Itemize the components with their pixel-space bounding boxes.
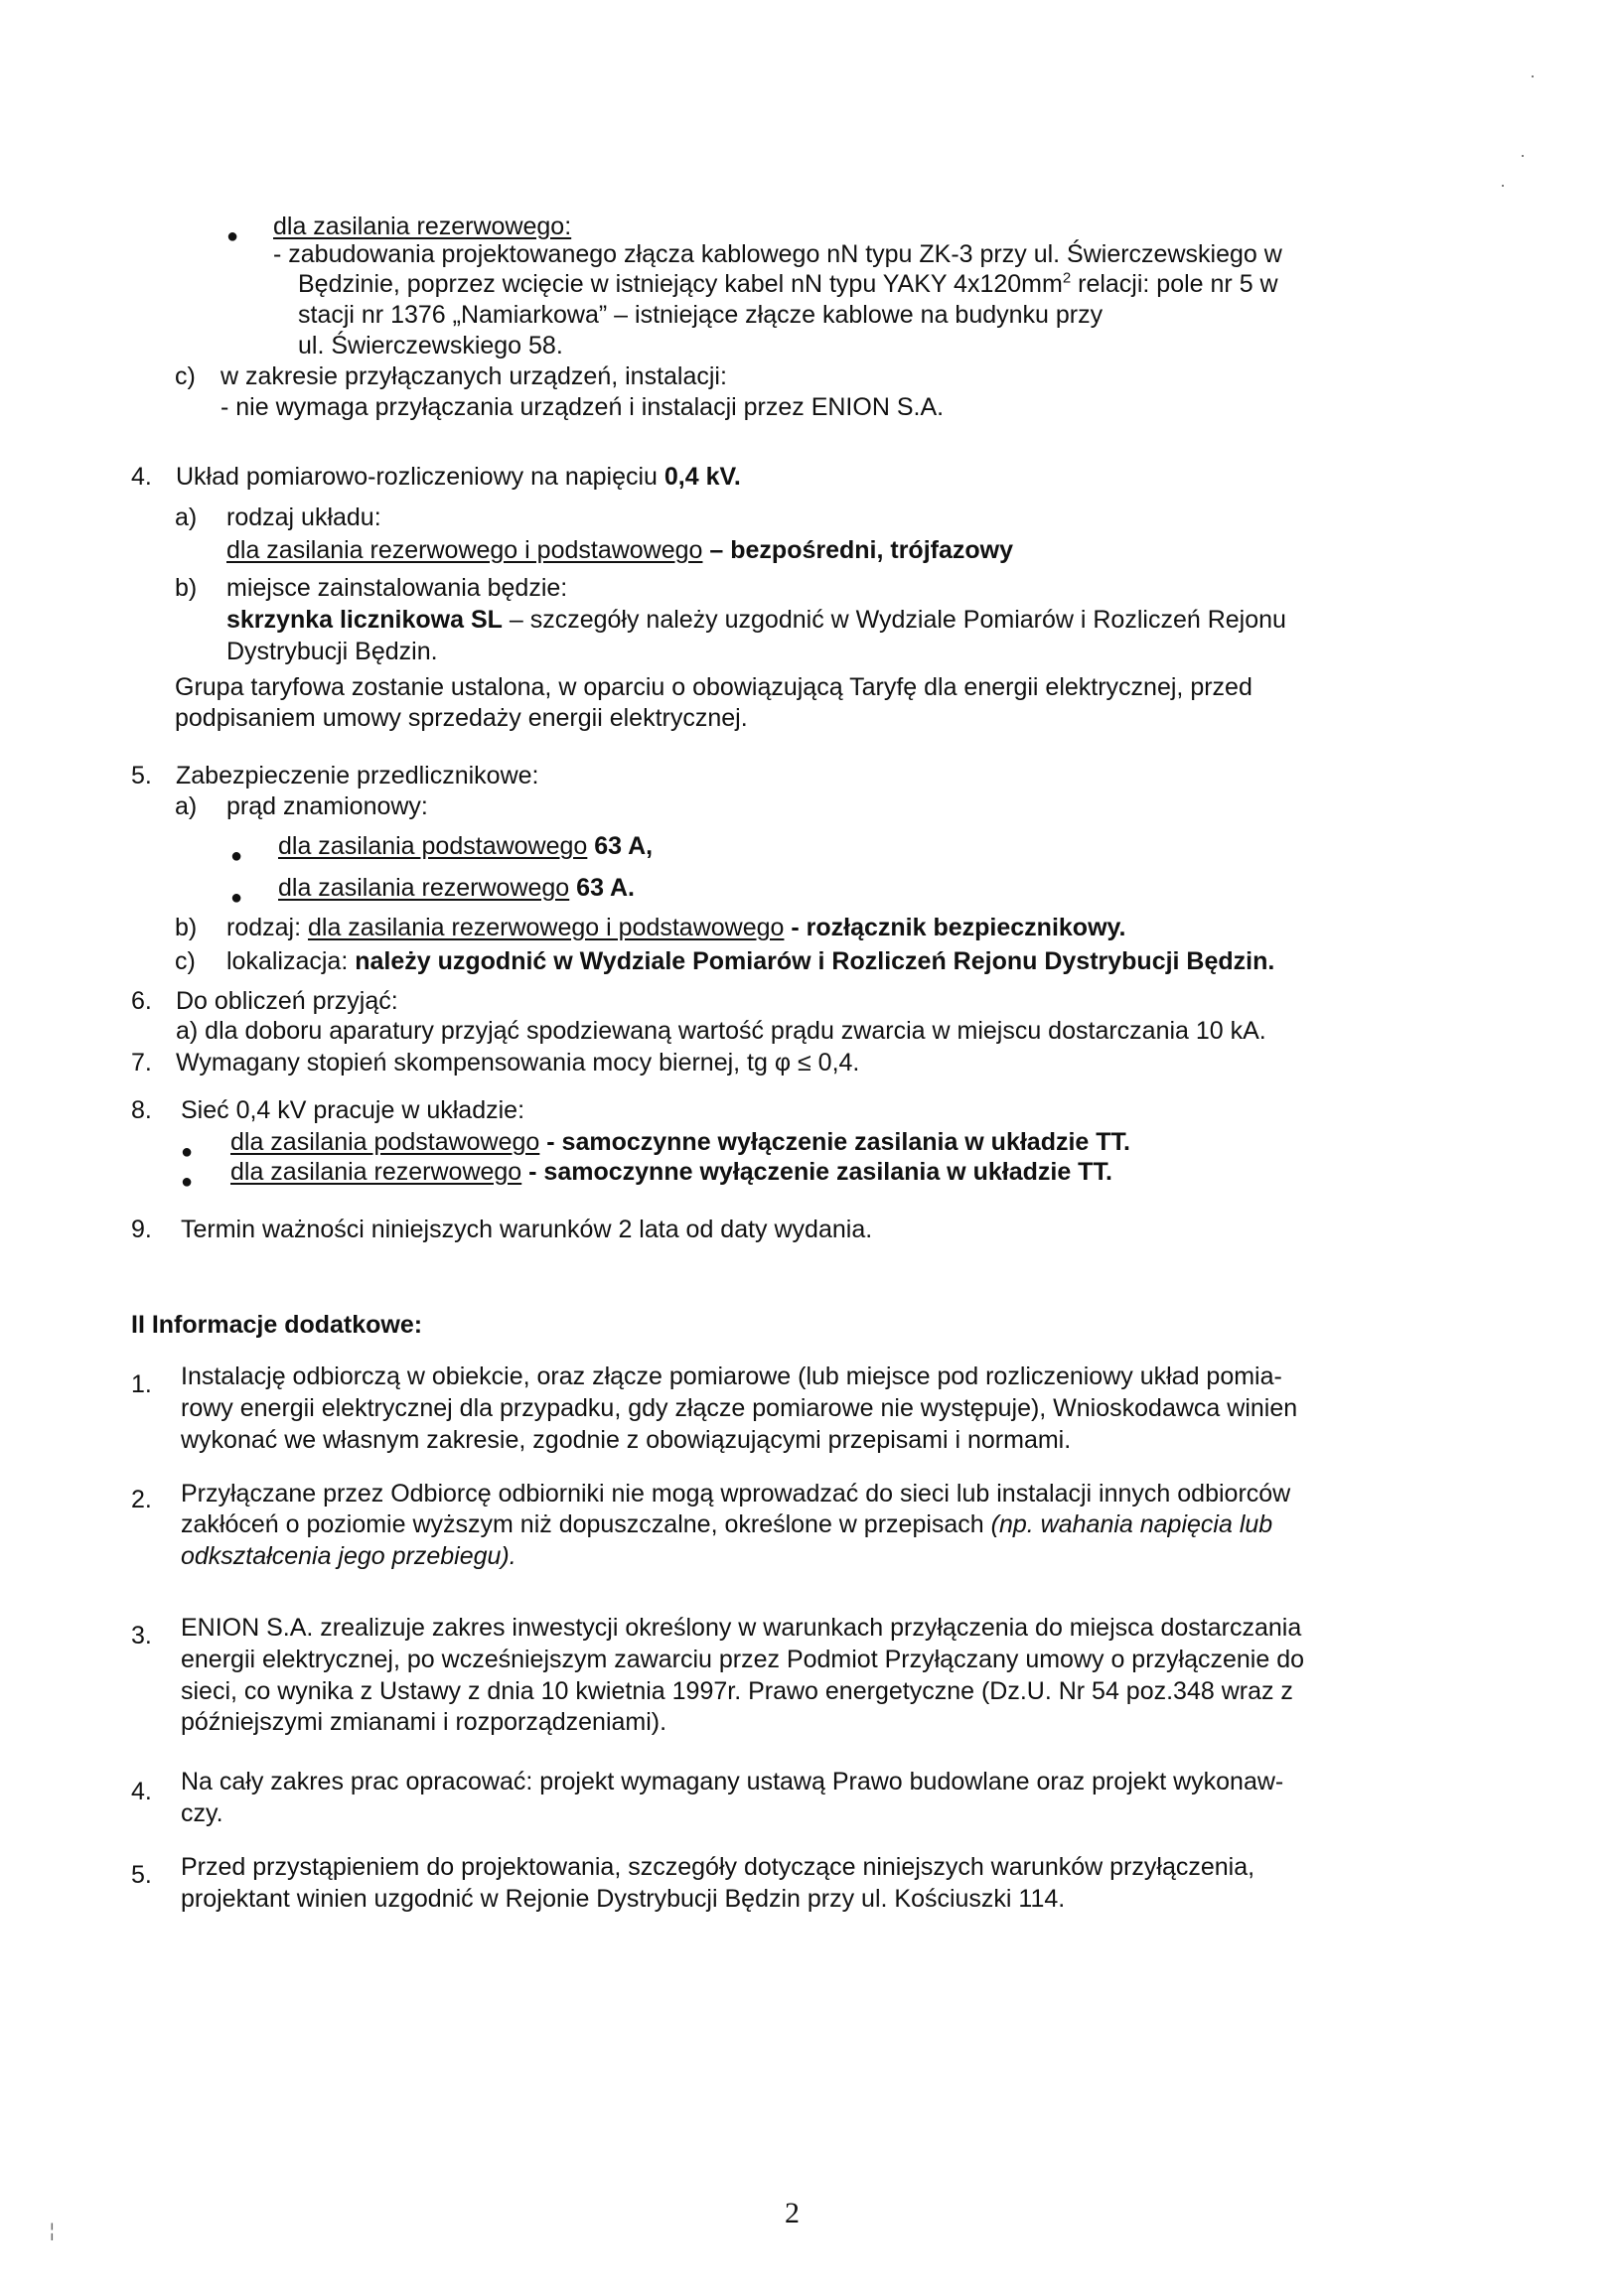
item-7-text: Wymagany stopień skompensowania mocy biernej, tg φ ≤ 0,4. [176,1049,860,1076]
section-heading: II Informacje dodatkowe: [131,1311,423,1339]
item-4-number: 4. [131,463,152,491]
item-4b-label: b) [175,574,198,602]
info-2-line: Przyłączane przez Odbiorcę odbiorniki nie mogą wprowadzać do sieci lub instalacji innych odbiorców [181,1480,1291,1507]
info-5-number: 5. [131,1861,152,1889]
item-5a-bullet: dla zasilania rezerwowego 63 A. [278,874,635,902]
reserve-supply-line: ul. Świerczewskiego 58. [298,332,563,359]
item-5c-text: lokalizacja: należy uzgodnić w Wydziale Pomiarów i Rozliczeń Rejonu Dystrybucji Będzin. [226,947,1275,975]
item-6-text: Do obliczeń przyjąć: [176,987,398,1015]
reserve-supply-line: - zabudowania projektowanego złącza kablowego nN typu ZK-3 przy ul. Świerczewskiego w [273,240,1282,268]
info-2-line: zakłóceń o poziomie wyższym niż dopuszczalne, określone w przepisach (np. wahania napięcia lub [181,1510,1273,1538]
info-2-line: odkształcenia jego przebiegu). [181,1542,516,1570]
info-3-line: energii elektrycznej, po wcześniejszym zawarciu przez Podmiot Przyłączany umowy o przyłączenie do [181,1646,1305,1673]
item-4b-sub: Dystrybucji Będzin. [226,638,438,665]
info-3-line: sieci, co wynika z Ustawy z dnia 10 kwietnia 1997r. Prawo energetyczne (Dz.U. Nr 54 poz.348 wraz z [181,1677,1293,1705]
item-5b-text: rodzaj: dla zasilania rezerwowego i podstawowego - rozłącznik bezpiecznikowy. [226,914,1126,941]
item-9-text: Termin ważności niniejszych warunków 2 lata od daty wydania. [181,1216,873,1243]
item-4b-text: miejsce zainstalowania będzie: [226,574,568,602]
info-5-line: Przed przystąpieniem do projektowania, szczegóły dotyczące niniejszych warunków przyłączenia, [181,1853,1255,1881]
reserve-supply-heading: dla zasilania rezerwowego: [273,213,572,240]
tariff-note: Grupa taryfowa zostanie ustalona, w oparciu o obowiązującą Taryfę dla energii elektrycznej, przed [175,673,1252,701]
item-4b-sub: skrzynka licznikowa SL – szczegóły należy uzgodnić w Wydziale Pomiarów i Rozliczeń Rejonu [226,606,1286,634]
info-1-line: rowy energii elektrycznej dla przypadku, gdy złącze pomiarowe nie występuje), Wnioskodawca winien [181,1394,1298,1422]
scan-speck: ¦ [50,2221,55,2240]
info-1-number: 1. [131,1370,152,1398]
item-8-bullet: dla zasilania rezerwowego - samoczynne wyłączenie zasilania w układzie TT. [230,1158,1112,1186]
tariff-note: podpisaniem umowy sprzedaży energii elektrycznej. [175,704,748,732]
info-4-line: Na cały zakres prac opracować: projekt wymagany ustawą Prawo budowlane oraz projekt wykonaw- [181,1768,1284,1795]
item-c-text: w zakresie przyłączanych urządzeń, instalacji: [221,362,727,390]
info-1-line: Instalację odbiorczą w obiekcie, oraz złącze pomiarowe (lub miejsce pod rozliczeniowy układ pomia- [181,1363,1282,1390]
item-4a-label: a) [175,503,198,531]
item-8-bullet: dla zasilania podstawowego - samoczynne wyłączenie zasilania w układzie TT. [230,1128,1130,1156]
scan-speck: · [1500,175,1506,195]
reserve-supply-line: stacji nr 1376 „Namiarkowa” – istniejące złącze kablowe na budynku przy [298,301,1104,329]
info-5-line: projektant winien uzgodnić w Rejonie Dystrybucji Będzin przy ul. Kościuszki 114. [181,1885,1066,1913]
bullet-icon: ● [226,225,239,247]
bullet-icon: ● [230,887,243,909]
item-4a-text: rodzaj układu: [226,503,381,531]
item-6a-text: a) dla doboru aparatury przyjąć spodziewaną wartość prądu zwarcia w miejscu dostarczania 10 kA. [176,1017,1266,1045]
item-5-text: Zabezpieczenie przedlicznikowe: [176,762,539,789]
item-5a-bullet: dla zasilania podstawowego 63 A, [278,832,654,860]
info-3-line: ENION S.A. zrealizuje zakres inwestycji określony w warunkach przyłączenia do miejsca dostarczania [181,1614,1302,1642]
item-8-number: 8. [131,1096,152,1124]
info-3-line: późniejszymi zmianami i rozporządzeniami). [181,1708,667,1736]
bullet-icon: ● [181,1171,194,1193]
info-4-line: czy. [181,1799,223,1827]
info-2-number: 2. [131,1486,152,1513]
item-8-text: Sieć 0,4 kV pracuje w układzie: [181,1096,525,1124]
item-6-number: 6. [131,987,152,1015]
info-4-number: 4. [131,1778,152,1805]
item-4a-sub: dla zasilania rezerwowego i podstawowego – bezpośredni, trójfazowy [226,536,1014,564]
scan-speck: · [1520,145,1526,165]
item-5-number: 5. [131,762,152,789]
scan-speck: · [1530,66,1536,85]
bullet-icon: ● [181,1141,194,1163]
item-7-number: 7. [131,1049,152,1076]
info-3-number: 3. [131,1622,152,1650]
page-number: 2 [785,2197,800,2229]
item-5a-label: a) [175,792,198,820]
item-5b-label: b) [175,914,198,941]
item-5c-label: c) [175,947,196,975]
info-1-line: wykonać we własnym zakresie, zgodnie z obowiązującymi przepisami i normami. [181,1426,1072,1454]
item-4-text: Układ pomiarowo-rozliczeniowy na napięciu 0,4 kV. [176,463,741,491]
item-c-sub: - nie wymaga przyłączania urządzeń i instalacji przez ENION S.A. [221,393,945,421]
reserve-supply-line: Będzinie, poprzez wcięcie w istniejący kabel nN typu YAKY $4x120mm^2$ relacji: pole nr 5 w [298,269,1278,298]
bullet-icon: ● [230,845,243,867]
item-5a-text: prąd znamionowy: [226,792,428,820]
item-9-number: 9. [131,1216,152,1243]
item-c-label: c) [175,362,196,390]
